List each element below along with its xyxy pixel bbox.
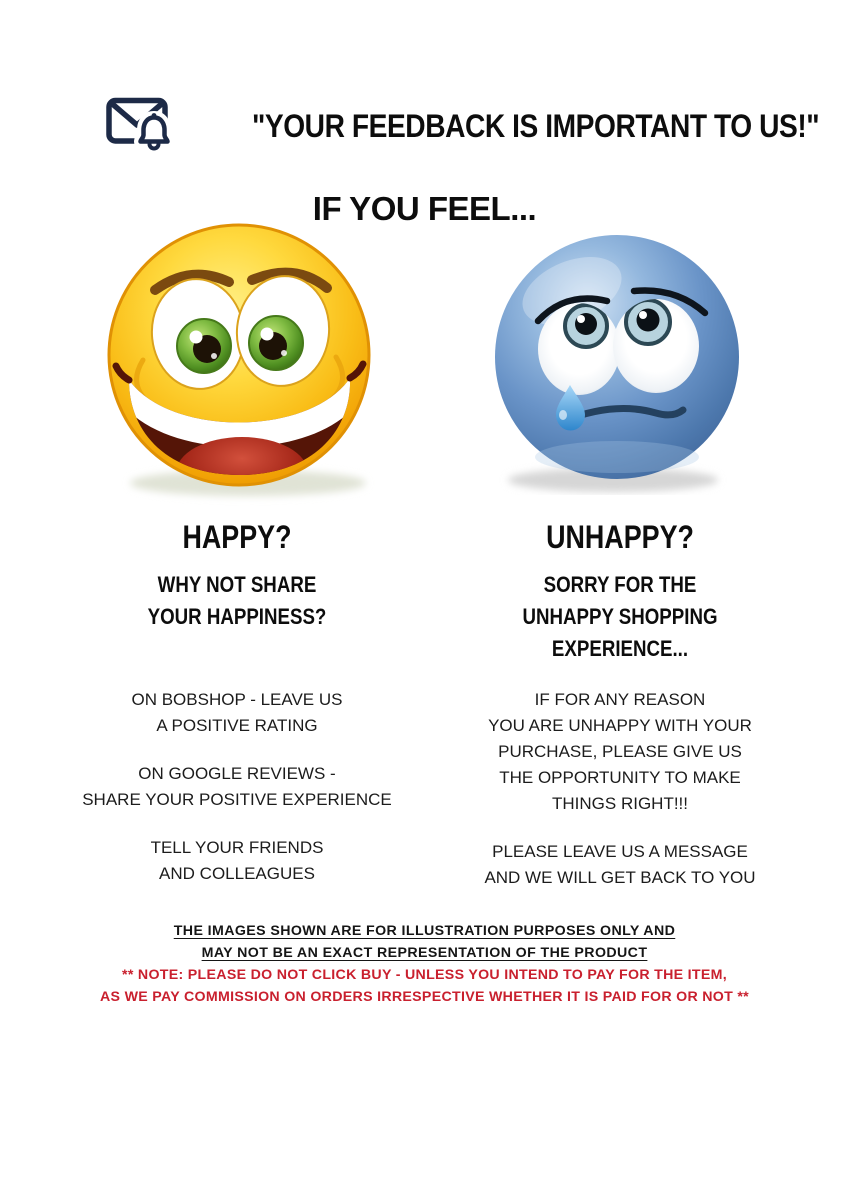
body-line: ON BOBSHOP - LEAVE US	[131, 690, 343, 709]
happy-heading: HAPPY?	[182, 519, 292, 555]
unhappy-subline: UNHAPPY SHOPPING	[522, 604, 718, 629]
happy-paragraph	[62, 761, 412, 813]
unhappy-subline: SORRY FOR THE	[543, 572, 697, 597]
page-title: "YOUR FEEDBACK IS IMPORTANT TO US!"	[251, 108, 820, 144]
happy-column	[62, 517, 412, 633]
unhappy-column	[445, 517, 795, 665]
happy-body	[62, 687, 412, 909]
happy-subline: WHY NOT SHARE	[157, 572, 317, 597]
body-line: A POSITIVE RATING	[156, 716, 318, 735]
unhappy-paragraph	[445, 687, 795, 817]
note-line: AS WE PAY COMMISSION ON ORDERS IRRESPECTIVE WHETHER IT IS PAID FOR OR NOT **	[100, 989, 749, 1005]
happy-paragraph	[62, 687, 412, 739]
subtitle: IF YOU FEEL...	[312, 190, 537, 227]
body-line: PURCHASE, PLEASE GIVE US	[498, 742, 742, 761]
body-line: AND COLLEAGUES	[159, 864, 315, 883]
happy-subline: YOUR HAPPINESS?	[147, 604, 327, 629]
body-line: ON GOOGLE REVIEWS -	[138, 764, 336, 783]
unhappy-paragraph	[445, 839, 795, 891]
disclaimer-line: THE IMAGES SHOWN ARE FOR ILLUSTRATION PURPOSES ONLY AND	[173, 923, 676, 939]
body-line: TELL YOUR FRIENDS	[150, 838, 324, 857]
commission-note	[0, 964, 849, 1008]
unhappy-body	[445, 687, 795, 913]
body-line: SHARE YOUR POSITIVE EXPERIENCE	[82, 790, 392, 809]
happy-paragraph	[62, 835, 412, 887]
body-line: YOU ARE UNHAPPY WITH YOUR	[488, 716, 752, 735]
body-line: THE OPPORTUNITY TO MAKE	[499, 768, 741, 787]
body-line: AND WE WILL GET BACK TO YOU	[484, 868, 756, 887]
disclaimer-line: MAY NOT BE AN EXACT REPRESENTATION OF THE PRODUCT	[201, 945, 648, 961]
unhappy-subline: EXPERIENCE...	[551, 636, 689, 661]
sad-emoji	[486, 233, 748, 495]
unhappy-heading: UNHAPPY?	[546, 519, 694, 555]
note-line: ** NOTE: PLEASE DO NOT CLICK BUY - UNLESS YOU INTEND TO PAY FOR THE ITEM,	[122, 967, 727, 983]
unhappy-subheading	[445, 569, 795, 665]
mail-notification-icon	[104, 94, 170, 156]
body-line: PLEASE LEAVE US A MESSAGE	[492, 842, 748, 861]
happy-subheading	[62, 569, 412, 633]
happy-emoji	[98, 222, 382, 506]
body-line: THINGS RIGHT!!!	[552, 794, 688, 813]
body-line: IF FOR ANY REASON	[534, 690, 706, 709]
illustration-disclaimer	[0, 920, 849, 964]
